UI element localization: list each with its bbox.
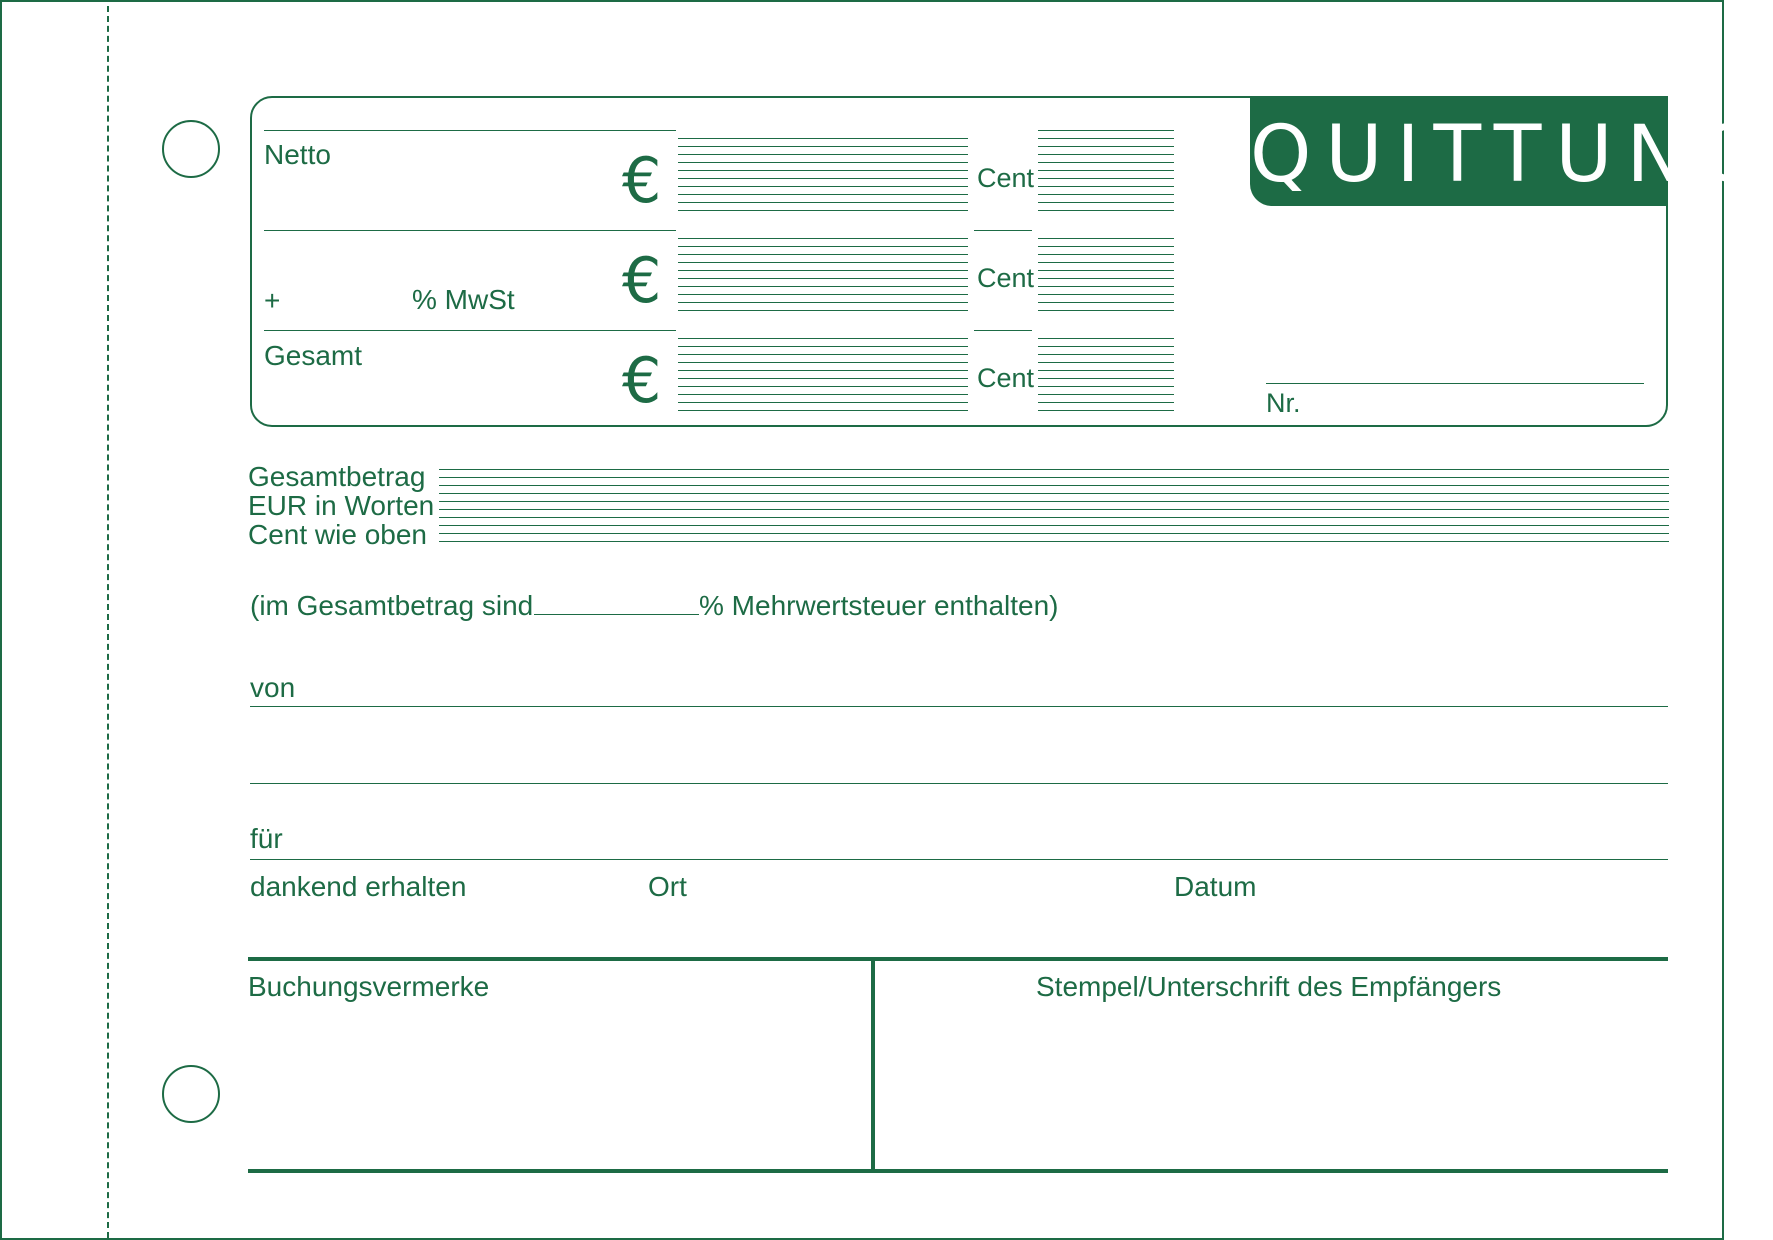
euro-netto-field[interactable] (678, 138, 968, 218)
cent-gesamt-field[interactable] (1038, 338, 1174, 418)
bottom-section-bottom-rule (248, 1169, 1668, 1173)
fuer-field-line[interactable] (250, 859, 1668, 860)
number-field-line[interactable] (1266, 383, 1644, 384)
words-label-line1: Gesamtbetrag (248, 461, 426, 492)
bottom-section-divider (871, 959, 875, 1173)
euro-symbol-mwst: € (622, 244, 662, 317)
bottom-section-top-rule (248, 957, 1668, 961)
euro-symbol-gesamt: € (622, 344, 662, 417)
von-label: von (250, 672, 296, 703)
words-label-line2: EUR in Worten (248, 490, 435, 521)
mwst-label: % MwSt (412, 284, 515, 315)
gesamt-label: Gesamt (264, 340, 363, 371)
plus-sign: + (264, 285, 281, 316)
punch-hole-top (162, 120, 220, 178)
amount-in-words-field[interactable] (439, 469, 1669, 549)
netto-top-line (264, 130, 676, 131)
mwst-bottom-line (264, 330, 676, 331)
euro-symbol-netto: € (622, 144, 662, 217)
ort-label: Ort (648, 871, 687, 902)
punch-hole-bottom (162, 1065, 220, 1123)
von-field-line-2[interactable] (250, 783, 1668, 784)
netto-label: Netto (264, 139, 331, 170)
cent-label-netto: Cent (977, 163, 1035, 193)
vat-note-prefix: (im Gesamtbetrag sind (250, 590, 534, 621)
datum-label: Datum (1174, 871, 1257, 902)
cent-divider-2 (974, 330, 1032, 331)
netto-bottom-line (264, 230, 676, 231)
cent-mwst-field[interactable] (1038, 238, 1174, 318)
received-label: dankend erhalten (250, 871, 467, 902)
perforation-line (107, 6, 109, 1238)
number-label: Nr. (1266, 388, 1301, 418)
cent-label-mwst: Cent (977, 263, 1035, 293)
fuer-label: für (250, 823, 283, 854)
cent-netto-field[interactable] (1038, 130, 1174, 218)
vat-note-suffix: % Mehrwertsteuer enthalten) (699, 590, 1059, 621)
booking-notes-label: Buchungsvermerke (248, 971, 490, 1002)
von-field-line[interactable] (250, 706, 1668, 707)
stamp-signature-label: Stempel/Unterschrift des Empfängers (1036, 971, 1502, 1002)
vat-percent-field[interactable] (534, 614, 699, 615)
title-band (1250, 96, 1773, 206)
cent-label-gesamt: Cent (977, 363, 1035, 393)
euro-mwst-field[interactable] (678, 238, 968, 318)
euro-gesamt-field[interactable] (678, 338, 968, 418)
form-title: QUITTUNG (1250, 110, 1773, 200)
cent-divider-1 (974, 230, 1032, 231)
words-label-line3: Cent wie oben (248, 519, 428, 550)
